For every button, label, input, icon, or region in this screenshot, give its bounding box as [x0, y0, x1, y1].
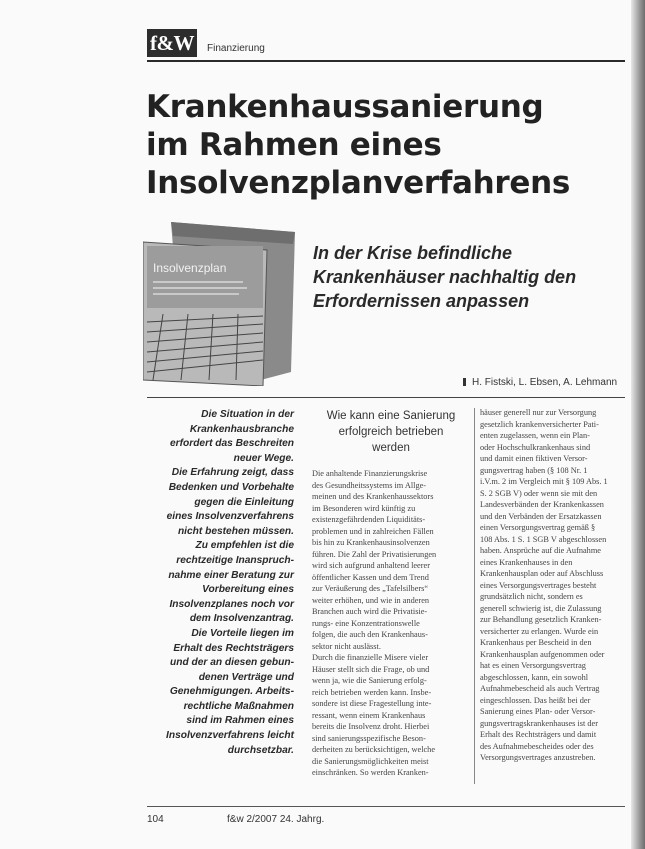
lead-line: nicht bestehen müssen. [177, 525, 294, 537]
section-question [312, 408, 470, 456]
body-line: öffentlicher Kassen und dem Trend [312, 572, 429, 582]
body-line: Die anhaltende Finanzierungskrise [312, 469, 428, 478]
lead-line: neuer Wege. [233, 452, 294, 464]
question-line: werden [372, 442, 410, 454]
lead-line: durchsetzbar. [227, 744, 294, 756]
body-line: reich betrieben werden kann. Insbe- [312, 687, 432, 697]
lead-line: denen Verträge und [198, 671, 294, 683]
body-line: gesetzlich krankenversicherter Pati- [480, 419, 599, 429]
lead-line: Genehmigungen. Arbeits- [169, 686, 294, 698]
bullet-marker [463, 378, 466, 386]
body-line: zur Behandlung gesetzlich Kranken- [480, 615, 602, 624]
lead-line: Insolvenzverfahrens leicht [166, 730, 294, 742]
authors-line [463, 377, 617, 388]
body-line: sondere ist diese Fragestellung inte- [312, 699, 432, 708]
body-line: führen. Die Zahl der Privatisierungen [312, 549, 437, 559]
body-line: oder Hochschulkrankenhaus sind [480, 442, 591, 452]
body-line: Aufnahmebescheid als auch Vertrag [480, 684, 600, 693]
lead-paragraph [140, 408, 294, 758]
lead-line: Die Erfahrung zeigt, dass [171, 467, 294, 479]
body-line: Erhalt des Rechtsträgers und damit [480, 730, 597, 739]
body-line: folgen, die auch den Krankenhaus- [312, 630, 428, 639]
lead-line: eines Insolvenzverfahrens [166, 511, 294, 523]
lead-line: und der an diesen gebun- [170, 657, 294, 669]
body-line: Durch die finanzielle Misere vieler [312, 653, 429, 662]
article-title [146, 88, 616, 202]
body-line: enten zugelassen, wenn ein Plan- [480, 431, 590, 440]
body-line: eines Krankenhauses in den [480, 557, 573, 567]
body-line: bereits die Insolvenz droht. Hierbei [312, 722, 430, 731]
body-line: gungsvertrag haben (§ 108 Nr. 1 [480, 465, 588, 475]
body-line: derheiten zu berücksichtigen, welche [312, 745, 436, 754]
question-line: erfolgreich betrieben [338, 426, 444, 438]
lead-line: Die Vorteile liegen im [191, 627, 294, 639]
lead-line: erfordert das Beschreiten [170, 438, 294, 450]
authors: H. Fistski, L. Ebsen, A. Lehmann [472, 377, 618, 388]
lead-line: sind im Rahmen eines [186, 715, 294, 727]
title-line: Insolvenzplanverfahrens [146, 165, 571, 201]
body-line: rungs- eine Konzentrationswelle [312, 618, 420, 628]
title-line: Krankenhaussanierung [146, 89, 544, 125]
body-line: gungsvertragskrankenhauses ist der [480, 718, 598, 728]
body-line: Krankenhausplan aufgenommen oder [480, 649, 605, 659]
body-line: i.V.m. 2 im Vergleich mit § 109 Abs. 1 [480, 477, 608, 486]
body-line: meinen und des Krankenhaussektors [312, 492, 434, 501]
body-line: existenzgefährdenden Liquiditäts- [312, 515, 426, 524]
body-line: eines Versorgungsvertrages besteht [480, 580, 597, 590]
body-line: 108 Abs. 1 S. 1 SGB V abgeschlossen [480, 534, 607, 544]
body-line: Sanierung eines Plan- oder Versor- [480, 707, 596, 716]
book-cover-title: Insolvenzplan [153, 261, 227, 275]
body-column-middle [312, 408, 470, 779]
body-line: generell schwierig ist, die Zulassung [480, 603, 602, 613]
subtitle-line: In der Krise befindliche [313, 243, 513, 263]
body-line: Krankenhausplan oder auf Abschluss [480, 569, 604, 578]
lead-line: Erhalt des Rechtsträgers [173, 642, 294, 654]
header-divider [147, 60, 625, 62]
body-line: zur Veräußerung des „Tafelsilbers“ [312, 584, 429, 593]
body-line: im Besonderen wird künftig zu [312, 503, 416, 513]
body-line: wird sich aufgrund anhaltend leerer [312, 561, 430, 570]
body-line: sind sanierungsspezifische Beson- [312, 733, 426, 743]
body-line: S. 2 SGB V) oder wenn sie mit den [480, 488, 598, 498]
body-line: hat es einen Versorgungsvertrag [480, 661, 586, 670]
lead-line: Bedenken und Vorbehalte [168, 481, 294, 493]
body-line: Versorgungsvertrages anzustreben. [480, 753, 596, 762]
lead-line: Vorbereitung eines [202, 584, 294, 596]
lead-line: gegen die Einleitung [194, 496, 294, 508]
body-line: des Aufnahmebescheides oder des [480, 741, 594, 751]
section-label: Finanzierung [207, 43, 265, 54]
article-subtitle [313, 241, 633, 313]
lead-line: Die Situation in der [201, 409, 294, 420]
lead-line: Krankenhausbranche [189, 423, 294, 435]
body-line: weiter erhöhen, und wie in anderen [312, 595, 430, 605]
lead-line: nahme einer Beratung zur [168, 569, 294, 581]
publication-reference: f&w 2/2007 24. Jahrg. [227, 814, 325, 825]
body-line: Krankenhaus per Bescheid in den [480, 638, 592, 647]
lead-line: rechtzeitige Inanspruch- [176, 554, 294, 566]
body-line: Häuser stellt sich die Frage, ob und [312, 664, 430, 674]
body-text-right [480, 407, 630, 764]
magazine-logo: f&W [147, 29, 197, 57]
body-line: die Sanierungsmöglichkeiten meist [312, 756, 429, 766]
subtitle-line: Krankenhäuser nachhaltig den [313, 267, 577, 287]
body-line: bis hin zu Krankenhausinsolvenzen [312, 538, 430, 547]
body-line: sektor nicht auslässt. [312, 641, 381, 651]
body-line: Landesverbänden der Krankenkassen [480, 500, 604, 509]
lead-line: Zu empfehlen ist die [195, 540, 294, 552]
body-line: abgeschlossen, kann, ein sowohl [480, 672, 589, 682]
title-line: im Rahmen eines [146, 127, 442, 163]
body-line: versicherter zu erlangen. Wurde ein [480, 626, 599, 636]
body-line: Branchen auch wird die Privatisie- [312, 607, 428, 616]
body-line: und damit einen fiktiven Versor- [480, 454, 588, 463]
body-line: wenn ja, wie die Sanierung erfolg- [312, 676, 427, 685]
page-binding-edge [631, 0, 645, 849]
subtitle-line: Erfordernissen anpassen [313, 291, 530, 311]
body-line: eingeschlossen. Das heißt bei der [480, 695, 591, 705]
body-line: einen Versorgungsvertrag gemäß § [480, 523, 596, 532]
body-line: problemen und in zahlreichen Fällen [312, 526, 434, 536]
lead-line: dem Insolvenzantrag. [189, 613, 294, 625]
lead-line: Insolvenzplanes noch vor [169, 598, 294, 610]
footer-divider [147, 806, 625, 807]
body-line: ressant, wenn einem Krankenhaus [312, 710, 426, 720]
body-line: und den Verbänden der Ersatzkassen [480, 511, 602, 521]
body-text-middle [312, 468, 470, 779]
book-cover-image [143, 222, 295, 386]
question-line: Wie kann eine Sanierung [326, 410, 456, 422]
body-line: einschränken. So werden Kranken- [312, 768, 429, 777]
column-divider [474, 408, 475, 784]
body-line: des Gesundheitssystems im Allge- [312, 480, 427, 490]
content-divider [147, 397, 625, 398]
body-line: haben. Ansprüche auf die Aufnahme [480, 546, 601, 555]
page-number: 104 [147, 814, 164, 825]
body-line: grundsätzlich nicht, sondern es [480, 592, 583, 601]
lead-line: rechtliche Maßnahmen [183, 700, 294, 712]
body-line: häuser generell nur zur Versorgung [480, 408, 597, 417]
